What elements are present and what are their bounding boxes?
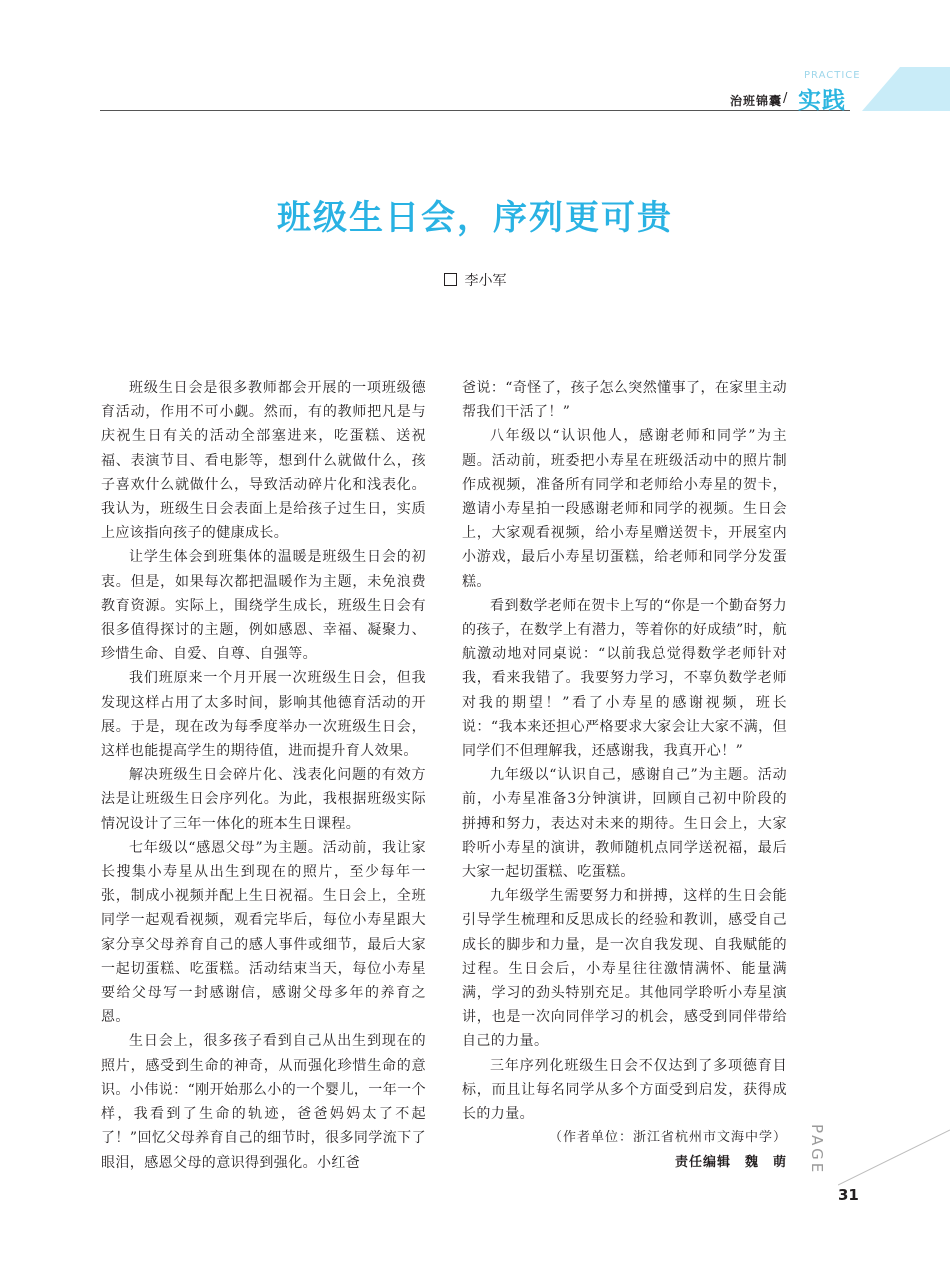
paragraph: 九年级以“认识自己，感谢自己”为主题。活动前，小寿星准备3分钟演讲，回顾自己初中阶段的拼搏和努力，表达对未来的期待。生日会上，大家聆听小寿星的演讲，教师随机点同学送祝福，最后大家一起切蛋糕、吃蛋糕。 <box>462 767 787 881</box>
paragraph: 让学生体会到班集体的温暖是班级生日会的初衷。但是，如果每次都把温暖作为主题，未免浪费教育资源。实际上，围绕学生成长，班级生日会有很多值得探讨的主题，例如感恩、幸福、凝聚力、珍惜生命、自爱、自尊、自强等。 <box>101 549 426 663</box>
header-rule <box>100 110 850 111</box>
header-banner-shape <box>862 67 950 111</box>
paragraph: 生日会上，很多孩子看到自己从出生到现在的照片，感受到生命的神奇，从而强化珍惜生命的意识。小伟说：“刚开始那么小的一个婴儿，一年一个样，我看到了生命的轨迹，爸爸妈妈太了不起了！”回忆父母养育自己的细节时，很多同学流下了眼泪，感恩父母的意识得到强化。小红爸 <box>101 1033 426 1171</box>
page-number: 31 <box>838 1186 859 1204</box>
page-word: PAGE <box>808 1124 826 1176</box>
article-author: 李小军 <box>464 273 507 289</box>
header-separator: / <box>783 91 788 106</box>
header-section-label: 治班锦囊 <box>729 94 782 108</box>
paragraph: 班级生日会是很多教师都会开展的一项班级德育活动，作用不可小觑。然而，有的教师把凡是与庆祝生日有关的活动全部塞进来，吃蛋糕、送祝福、表演节目、看电影等，想到什么就做什么，孩子喜欢什么就做什么，导致活动碎片化和浅表化。我认为，班级生日会表面上是给孩子过生日，实质上应该指向孩子的健康成长。 <box>101 380 426 542</box>
header-category-en: PRACTICE <box>804 70 861 81</box>
paragraph: 七年级以“感恩父母”为主题。活动前，我让家长搜集小寿星从出生到现在的照片，至少每年一张，制成小视频并配上生日祝福。生日会上，全班同学一起观看视频，观看完毕后，每位小寿星跟大家分享父母养育自己的感人事件或细节，最后大家一起切蛋糕、吃蛋糕。活动结束当天，每位小寿星要给父母写一封感谢信，感谢父母多年的养育之恩。 <box>101 839 426 1026</box>
paragraph: 九年级学生需要努力和拼搏，这样的生日会能引导学生梳理和反思成长的经验和教训，感受自己成长的脚步和力量，是一次自我发现、自我赋能的过程。生日会后，小寿星往往激情满怀、能量满满，学习的劲头特别充足。其他同学聆听小寿星演讲，也是一次向同伴学习的机会，感受到同伴带给自己的力量。 <box>462 888 787 1050</box>
header-category-zh: 实践 <box>798 88 846 114</box>
paragraph: 解决班级生日会碎片化、浅表化问题的有效方法是让班级生日会序列化。为此，我根据班级实际情况设计了三年一体化的班本生日课程。 <box>101 767 426 832</box>
paragraph: 八年级以“认识他人，感谢老师和同学”为主题。活动前，班委把小寿星在班级活动中的照片制作成视频，准备所有同学和老师给小寿星的贺卡，邀请小寿星拍一段感谢老师和同学的视频。生日会上，大家观看视频，给小寿星赠送贺卡，开展室内小游戏，最后小寿星切蛋糕，给老师和同学分发蛋糕。 <box>462 428 787 590</box>
article-column-left <box>101 376 426 1175</box>
article-title: 班级生日会，序列更可贵 <box>277 198 673 238</box>
article-byline <box>0 270 950 290</box>
author-affiliation: （作者单位：浙江省杭州市文海中学） <box>548 1130 787 1146</box>
paragraph: 三年序列化班级生日会不仅达到了多项德育目标，而且让每名同学从多个方面受到启发，获得成长的力量。 <box>462 1057 787 1123</box>
paragraph: 我们班原来一个月开展一次班级生日会，但我发现这样占用了太多时间，影响其他德育活动的开展。于是，现在改为每季度举办一次班级生日会，这样也能提高学生的期待值，进而提升育人效果。 <box>101 670 426 760</box>
paragraph: 看到数学老师在贺卡上写的“你是一个勤奋努力的孩子，在数学上有潜力，等着你的好成绩”时，航航激动地对同桌说：“以前我总觉得数学老师针对我，看来我错了。我要努力学习，不辜负数学老师对我的期望！”看了小寿星的感谢视频，班长说：“我本来还担心严格要求大家会让大家不满，但同学们不但理解我，还感谢我，我真开心！” <box>462 597 787 760</box>
article-column-right <box>462 376 787 1175</box>
responsible-editor: 责任编辑 魏 萌 <box>674 1154 787 1170</box>
byline-box-icon <box>444 273 457 286</box>
paragraph-continuation: 爸说：“奇怪了，孩子怎么突然懂事了，在家里主动帮我们干活了！” <box>462 380 787 421</box>
